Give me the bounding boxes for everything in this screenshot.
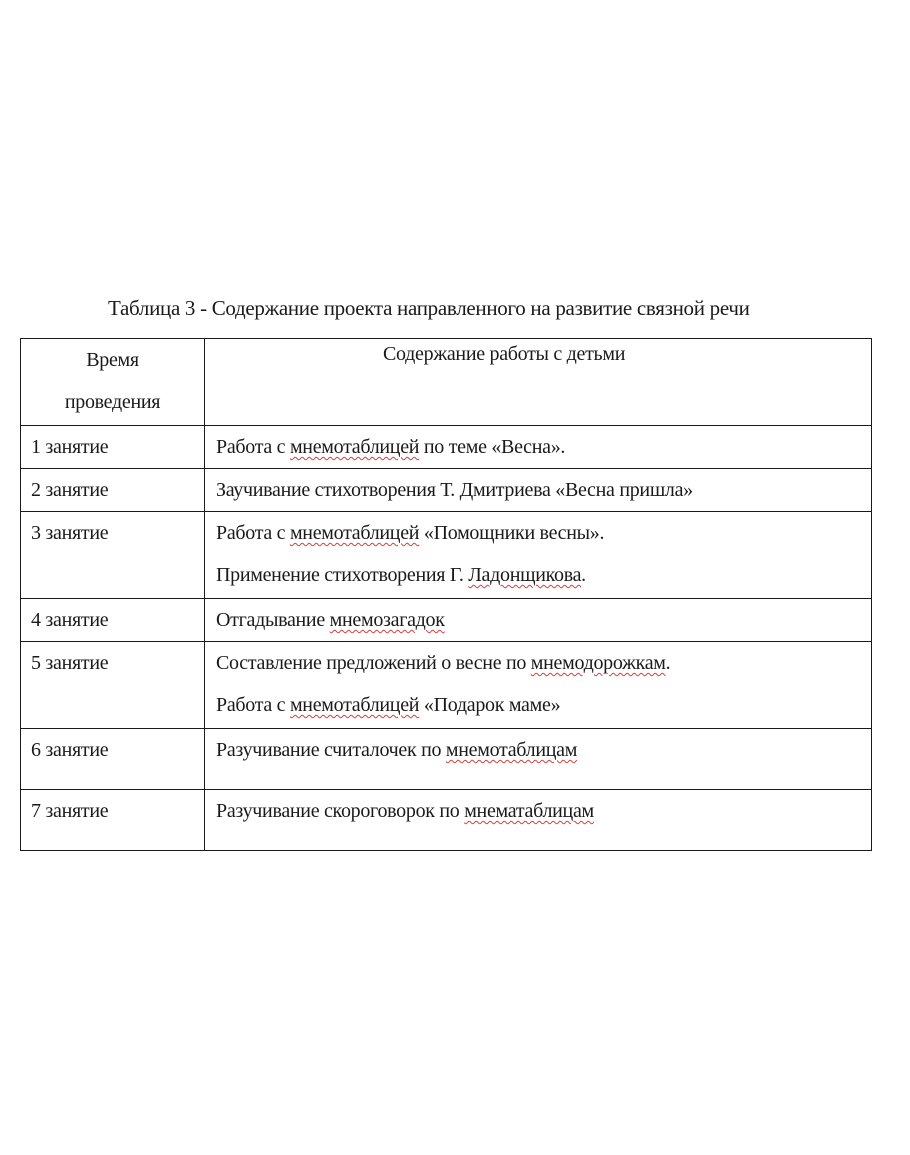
text-fragment: Работа с: [216, 522, 290, 544]
content-line: [216, 729, 871, 771]
text-fragment: .: [581, 564, 586, 586]
table-row: [21, 599, 872, 642]
session-cell: 1 занятие: [21, 426, 205, 469]
table-body: [21, 426, 872, 851]
spellcheck-word: мнемодорожкам: [530, 652, 666, 674]
session-cell: 7 занятие: [21, 790, 205, 851]
spellcheck-word: мнемотаблицам: [445, 739, 578, 761]
content-line: [216, 554, 871, 596]
content-line: [216, 790, 871, 832]
text-fragment: «Помощники весны».: [419, 522, 605, 544]
session-cell: 3 занятие: [21, 512, 205, 599]
text-fragment: .: [665, 652, 671, 674]
content-line: [216, 684, 871, 726]
text-fragment: по теме «Весна».: [419, 436, 566, 458]
header-content: Содержание работы с детьми: [205, 339, 872, 426]
table-row: [21, 512, 872, 599]
spellcheck-word: мнемозагадок: [329, 609, 445, 631]
text-fragment: Работа с: [216, 436, 290, 458]
session-cell: 4 занятие: [21, 599, 205, 642]
content-line: [216, 642, 871, 684]
header-time-line2: проведения: [64, 391, 161, 413]
header-time-line1: Время: [86, 349, 139, 371]
content-cell: [205, 790, 872, 851]
text-fragment: Применение стихотворения Г.: [216, 564, 469, 586]
text-fragment: Разучивание считалочек по: [216, 739, 446, 761]
text-fragment: «Подарок маме»: [419, 694, 561, 716]
content-cell: [205, 512, 872, 599]
content-line: [216, 426, 871, 468]
content-cell: [205, 729, 872, 790]
spellcheck-word: мнемотаблицей: [289, 436, 420, 458]
table-caption: Таблица 3 - Содержание проекта направленного на развитие связной речи: [108, 296, 750, 320]
text-fragment: Составление предложений о весне по: [216, 652, 531, 674]
content-line: [216, 469, 871, 511]
spellcheck-word: мнемотаблицей: [289, 522, 420, 544]
table-row: [21, 642, 872, 729]
text-fragment: Работа с: [216, 694, 290, 716]
content-table: [20, 338, 872, 851]
text-fragment: Разучивание скороговорок по: [216, 800, 465, 822]
content-line: [216, 599, 871, 641]
table-row: [21, 729, 872, 790]
session-cell: 5 занятие: [21, 642, 205, 729]
content-cell: [205, 426, 872, 469]
text-fragment: Отгадывание: [216, 609, 330, 631]
table-row: [21, 426, 872, 469]
content-cell: [205, 469, 872, 512]
table-header-row: [21, 339, 872, 426]
session-cell: 6 занятие: [21, 729, 205, 790]
spellcheck-word: мнематаблицам: [464, 800, 594, 822]
session-cell: 2 занятие: [21, 469, 205, 512]
content-line: [216, 512, 871, 554]
table-row: [21, 790, 872, 851]
spellcheck-word: Ладонщикова: [468, 564, 582, 586]
spellcheck-word: мнемотаблицей: [289, 694, 420, 716]
text-fragment: Заучивание стихотворения Т. Дмитриева «Весна пришла»: [216, 479, 693, 501]
table-row: [21, 469, 872, 512]
header-time: [21, 339, 205, 426]
content-cell: [205, 599, 872, 642]
content-cell: [205, 642, 872, 729]
